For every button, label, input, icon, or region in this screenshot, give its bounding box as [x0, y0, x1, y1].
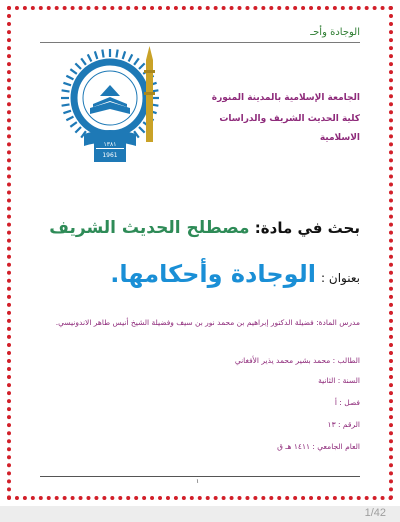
logo-year-hijri: ١٣٨١ — [103, 141, 117, 148]
footer-divider — [40, 476, 360, 477]
title-prefix: بعنوان : — [321, 271, 360, 285]
running-header: الوجادة وأحـ — [310, 27, 360, 38]
number-line: الرقم : ١٣ — [327, 420, 360, 429]
university-name: الجامعة الإسلامية بالمدينة المنورة — [211, 93, 360, 103]
research-subject-line — [49, 218, 360, 238]
college-name-line2: الاسلامية — [319, 133, 360, 143]
research-title-line — [110, 260, 360, 288]
student-line: الطالب : محمد بشير محمد يذير الأفغاني — [234, 356, 360, 365]
university-logo — [60, 42, 170, 164]
teacher-line: مدرس المادة: فضيلة الدكتور إبراهيم بن محمد نور بن سيف وفضيلة الشيخ أنيس طاهر الاندونيسي. — [55, 318, 360, 327]
academic-year-line: العام الجامعي : ١٤١١ هـ ق — [277, 442, 360, 451]
section-line: فصل : أ — [334, 398, 360, 407]
page-counter: 1/42 — [364, 507, 386, 519]
year-level-line: السنة : الثانية — [318, 376, 360, 385]
research-subject: مصطلح الحديث الشريف — [49, 218, 250, 238]
college-name-line1: كلية الحديث الشريف والدراسات — [219, 114, 360, 124]
research-title: الوجادة وأحكامها. — [110, 260, 316, 288]
research-prefix: بحث في مادة: — [254, 219, 360, 237]
page-number: ١ — [196, 478, 200, 485]
logo-year-gregorian: 1961 — [102, 152, 118, 159]
